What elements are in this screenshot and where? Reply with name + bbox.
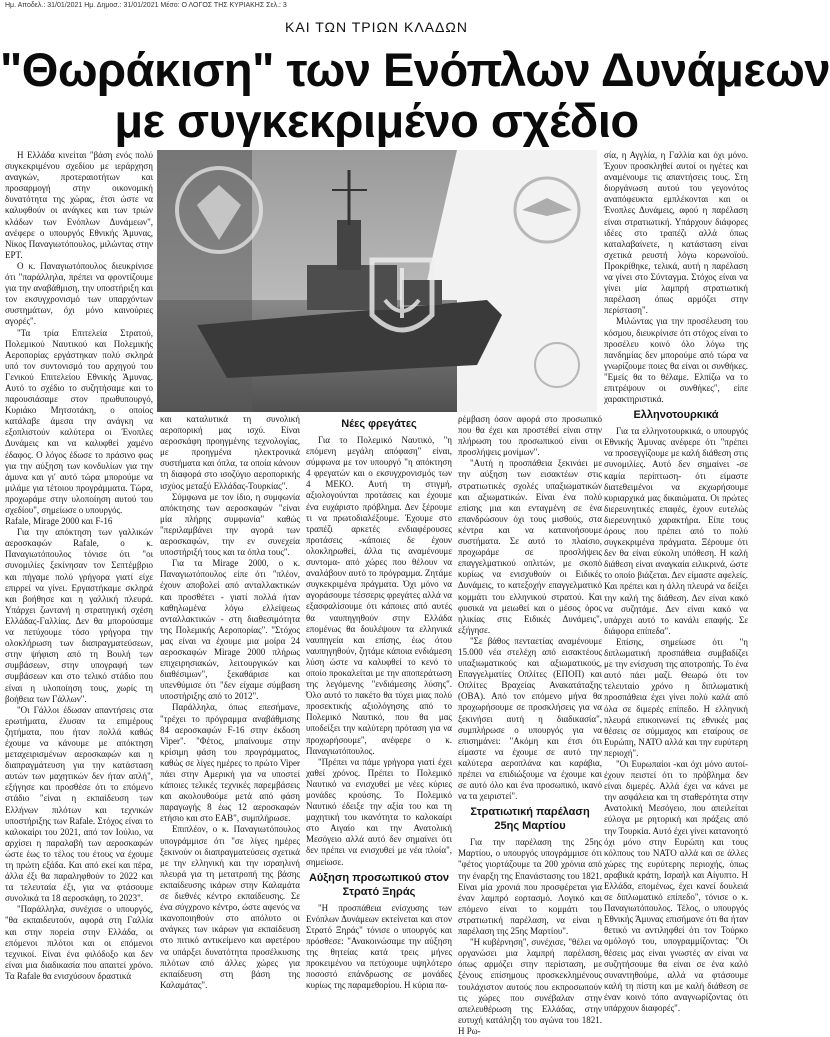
section-heading: Ελληνοτουρκικά [633, 409, 719, 422]
paragraph: "Τα τρία Επιτελεία Στρατού, Πολεμικού Ναυτικού και Πολεμικής Αεροπορίας εργάστηκαν πολύ σκληρά υπό τον συντονισμό του αρχηγού του Γενικού Επιτελείου Εθνικής Άμυνας. Αυτό το σχέδιο το συζητήσαμε και το παρουσιάσαμε στον πρωθυπουργό, Κυριάκο Μητσοτάκη, ο οποίος κατάλαβε άμεσα την ανάγκη να εξοπλιστούν καλύτερα οι Ένοπλες Δυνάμεις και να καλυφθεί χαμένο έδαφος. Ο λόγος έδωσε το πράσινο φως για την αύξηση των κονδυλίων για την άμυνα και γι' αυτό τώρα μπορούμε να μιλάμε για τέτοιου προγράμματα. Τώρα, προχωράμε στην υλοποίηση αυτού του σχεδίου", σημείωσε ο υπουργός. [5, 327, 153, 515]
paragraph: "Οι Ευρωπαίοι -και όχι μόνο αυτοί- έχουν πειστεί ότι το πρόβλημα δεν είναι διμερές. Αλλά έχει να κάνει με την ασφάλεια και τη σταθερότητα στην Ανατολική Μεσόγειο, που απειλείται εύλογα με ρητορική και πράξεις από την Τουρκία. Αυτό έχει γίνει κατανοητό όχι μόνο στην Ευρώπη και τους κόλπους του ΝΑΤΟ αλλά και σε άλλες χώρες της ευρύτερης περιοχής, όπως αραβικά κράτη, Ισραήλ και Αίγυπτο. Η Ελλάδα, επομένως, έχει κανεί δουλειά σε διπλωματικό επίπεδο", τόνισε ο κ. Παναγιωτόπουλος. Τέλος, ο υπουργός Εθνικής Άμυνας επισήμανε ότι θα ήταν θετικό να αντιληφθεί ότι τον Τούρκο ομόλογό του, υπογραμμίζοντας: "Οι θέσεις μας είναι γνωστές αν είναι να συζητήσουμε θα είναι σε ένα καλό συναντηθούμε, αλλά να φτάσουμε καλή τη πίστη και με καλή διάθεση σε έναν κοινό τόπο αναγνωρίζοντας ότι υπάρχουν διαφορές". [604, 758, 748, 1014]
warship-photo [157, 150, 597, 412]
article-column-3 [306, 414, 452, 991]
paragraph: Επιπλέον, ο κ. Παναγιωτόπουλος υπογράμμισε ότι "σε λίγες ημέρες ξεκινούν οι διαπραγματεύσεις σχετικά με την ελληνική και την ισραηλινή πλευρά για τη μετατροπή της βάσης εκπαίδευσης ικάρων στην Καλαμάτα σε διεθνές κέντρο εκπαίδευσης. Σε ένα σύγχρονο κέντρο, ώστε αφενός να ικανοποιηθούν στο απόλυτο οι ανάγκες των ικάρων για εκπαίδευση στο πιτικό αντικείμενο και αφετέρου να υπάρξει δυνατότητα προσέλκυσης πιλότων από άλλες χώρες για εκπαίδευση στη βάση της Καλαμάτας". [160, 824, 300, 990]
paragraph: "Η προσπάθεια ενίσχυσης των Ενόπλων Δυνάμεων εκτείνεται και στον Στρατό Ξηράς" τόνισε ο υπουργός και πρόσθεσε: "Ανακοινώσαμε την αύξηση της θητείας κατά τρεις μήνες προκειμένου να πετύχουμε υψηλότερο ποσοστό επάνδρωσης σε μονάδες κυρίως της παραμεθορίου. Η κύρια πα- [306, 902, 452, 991]
paragraph: "Πρέπει να πάμε γρήγορα γιατί έχει χαθεί χρόνος. Πρέπει το Πολεμικό Ναυτικό να ενισχυθεί με νέες κύριες μονάδες κρούσης. Το Πολεμικό Ναυτικό έδειξε την αξία του και τη μαχητική του ικανότητα το καλοκαίρι στο Αιγαίο και την Ανατολική Μεσόγειο αλλά αυτό δεν σημαίνει ότι δεν πρέπει να ενισχυθεί με νέα πλοία", σημείωσε. [306, 756, 452, 867]
section-heading: Στρατιωτική παρέλαση 25ης Μαρτίου [470, 806, 590, 833]
paragraph: "Παράλληλα, συνέχισε ο υπουργός, "θα εκπαιδευτούν, αφορά στη Γαλλία και στην πορεία στην Ελλάδα, οι επόμενοι πιλότοι και οι επόμενοι τεχνικοί. Είναι ένα φιλόδοξο και δεν είναι μια διαδικασία που απαιτεί χρόνο. Τα Rafale θα ενισχύσουν δραστικά [5, 904, 153, 981]
clipping-meta: Ημ. Αποδελ.: 31/01/2021 Ημ. Δημοσ.: 31/01/2021 Μέσο: Ο ΛΟΓΟΣ ΤΗΣ ΚΥΡΙΑΚΗΣ Σελ.: 3 [5, 2, 287, 9]
paragraph: "Οι Γάλλοι έδωσαν απαντήσεις στα ερωτήματα, έλυσαν τα επιμέρους ζητήματα, που ήταν πολλά καθώς έχουμε να κάνουμε με απόκτηση μεταχειρισμένων αεροσκαφών και η διαπραγμάτευση για την κατάσταση αυτών των μαχητικών δεν ήταν απλή", εξήγησε και προσθέσε ότι το επόμενο στάδιο "είναι η εκπαίδευση των Ελλήνων πιλότων και τεχνικών υποστήριξης των Rafale. Στόχος είναι το καλοκαίρι του 2021, από τον Ιούλιο, να αρχίσει η παραλαβή των αεροσκαφών ώστε έως το τέλος του έτους να έχουμε τη πρώτη εξάδα. Και από εκεί και πέρα, άλλα έξι θα παραληφθούν το 2022 και τα τελευταία έξι, για να φτάσουμε συνολικά τα 18 αεροσκάφη, το 2023". [5, 704, 153, 904]
paragraph: Για τα Mirage 2000, ο κ. Παναγιωτόπουλος είπε ότι "πλέον, έχουν αποβολεί από ανταλλακτικών και προσθέτει - γιατί πολλά ήταν καθηλωμένα λόγω ελλείψεως ανταλλακτικών - στη διαθεσιμότητα της Πολεμικής Αεροπορίας". "Στόχος μας είναι να έχουμε μια μοίρα 24 αεροσκαφών Mirage 2000 πλήρως επιχειρησιακών, λειτουργικών και διαθέσιμων", ξεκαθάρισε και υπενθύμισε ότι "δεν είχαμε σύμβαση υποστήριξης από το 2012". [160, 558, 300, 702]
paragraph: και καταλυτικά τη συνολική αεροπορική μας ισχύ. Είναι αεροσκάφη προηγμένης τεχνολογίας, με προηγμένα ηλεκτρονικά συστήματα και όπλα, τα οποία κάνουν τη διαφορά στο ισοζύγιο αεροπορικής ισχύος μεταξύ Ελλάδας-Τουρκίας". [160, 414, 300, 491]
paragraph: σία, η Αγγλία, η Γαλλία και όχι μόνο. Έχουν προσκληθεί αυτοί οι ηγέτες και αναμένουμε τις απαντήσεις τους. Στη διοργάνωση αυτού του γεγονότος αναπόφευκτα εμπλέκονται και οι Ένοπλες Δυνάμεις, αφού η παρέλαση είναι στρατιωτική. Υπάρχουν διάφορες ιδέες στο τραπέζι αλλά όπως καταλαβαίνετε, η κατάσταση είναι σχετικά ρευστή λόγω κορωνοϊού. Προκρίθηκε, τελικά, αυτή η παρέλαση να γίνει στο Σύνταγμα. Στόχος είναι να γίνει μία λαμπρή στρατιωτική παρέλαση όπως αρμόζει στην περίσταση". [604, 150, 748, 316]
article-column-4 [458, 414, 602, 1036]
paragraph: Σύμφωνα με τον ίδιο, η συμφωνία απόκτησης των αεροσκαφών "είναι μία πλήρης συμφωνία" καθώς "περιλαμβάνει την αγορά των αεροσκαφών, την εν συνεχεία υποστήριξή τους και τα όπλα τους". [160, 491, 300, 558]
paragraph: "Σε βάθος πενταετίας αναμένουμε 15.000 νέα στελέχη από εισακτέους υπαξιωματικούς και αξιωματικούς, Επαγγελματίες Οπλίτες (ΕΠΟΠ) και Οπλίτες Βραχείας Ανακατάταξης (ΟΒΑ). Από τον επόμενο μήνα θα προχωρήσουμε σε προσκλήσεις για να ξεκινήσει αυτή η διαδικασία", συμπλήρωσε ο υπουργός για να επισημάνει: "Ακόμη και έτσι ότι είμαστε να έχουμε σε αυτό την καλύτερα αεροπλάνα και καράβια, πρέπει να επιδιώξουμε να έχουμε και σε αυτό όλο και ένα προσωπικό, ικανό να τα χειριστεί". [458, 635, 602, 802]
paragraph: Για την απόκτηση των γαλλικών αεροσκαφών Rafale, ο κ. Παναγιωτόπουλος τόνισε ότι "οι συνομιλίες ξεκίνησαν τον Σεπτέμβριο και πήγαμε πολύ γρήγορα γιατί είχε επιρρεί να γίνει. Εργαστήκαμε σκληρά και βοήθησε και η γαλλική πλευρά. Υπάρχει ζωντανή η στρατηγική σχέση Ελλάδας-Γαλλίας. Δεν θα μπορούσαμε να πετύχουμε τόσο γρήγορα την ολοκλήρωση των διαπραγματεύσεων, στην ψήφιση από τη Βουλή των συμβάσεων, στην υπογραφή των συμβάσεων και στο τελικό στάδιο που είναι η υλοποίηση τους, χωρίς τη βοήθεια των Γάλλων". [5, 527, 153, 704]
article-column-5 [604, 150, 748, 1014]
headline-line-2: με συγκεκριμένο σχέδιο [114, 94, 639, 147]
article-column-2 [160, 414, 300, 990]
paragraph: Επίσης, σημείωσε ότι "η διπλωματική προσπάθεια συμβαδίζει με την ενίσχυση της αποτροπής. Το ένα αυτό πάει μαζί. Θεωρώ ότι τον τελευταίο χρόνο η διπλωματική προσπάθεια έχει γίνει πολύ καλά από όλα σε διμερές επίπεδο. Η ελληνική πλευρά επικοινωνεί τις εθνικές μας θέσεις σε σύμμαχος και εταίρους σε Ευρώπη, ΝΑΤΟ αλλά και την ευρύτερη περιοχή". [604, 636, 748, 758]
paragraph: Η Ελλάδα κινείται "βάση ενός πολύ συγκεκριμένου σχεδίου με ιεράρχηση αναγκών, προτεραιοτήτων και προσαρμογή στην οικονομική δυνατότητα της χώρας, έτσι ώστε να καλυφθούν οι ανάγκες και των τριών κλάδων των Ενόπλων Δυνάμεων", ανέφερε ο υπουργός Εθνικής Άμυνας, Νίκος Παναγιωτόπουλος, μιλώντας στην ΕΡΤ. [5, 150, 153, 260]
section-heading: Αύξηση προσωπικού στον Στρατό Ξηράς [308, 871, 450, 898]
subheading: Rafale, Mirage 2000 και F-16 [5, 516, 113, 527]
section-heading: Νέες φρεγάτες [341, 418, 417, 430]
kicker: ΚΑΙ ΤΩΝ ΤΡΙΩΝ ΚΛΑΔΩΝ [285, 19, 468, 35]
article-column-1 [5, 150, 153, 981]
paragraph: Παράλληλα, όπως επεσήμανε, "τρέχει το πρόγραμμα αναβάθμισης 84 αεροσκαφών F-16 στην έκδοση Viper". "Φέτος, μπαίνουμε στην κρίσιμη φάση του προγράμματος, καθώς σε λίγες ημέρες το πρώτο Viper πάει στην Αμερική για να υποστεί κάποιες τελικές τεχνικές παρεμβάσεις και ακολουθούμε μετά από φάση παραγωγής 8 έως 12 αεροσκαφών ετήσιο και στο ΕΑΒ", συμπλήρωσε. [160, 702, 300, 824]
paragraph: Για το Πολεμικό Ναυτικό, "η επόμενη μεγάλη απόφαση" είναι, σύμφωνα με τον υπουργό "η απόκτηση 4 φρεγατών και ο εκσυγχρονισμός των 4 ΜΕΚΟ. Αυτή τη στιγμή, αξιολογούνται προτάσεις και έχουμε ένα ευχάριστο πρόβλημα. Δεν ξέρουμε τι να πρωτοδιαλέξουμε. Έχουμε στο τραπέζι αρκετές ενδιαφέρουσες προτάσεις -κάποιες δε έχουν ολοκληρωθεί, άλλα τις αναμένουμε συντομα- από χώρες που θέλουν να αναλάβουν αυτό το πρόγραμμα. Ζητάμε συγκεκριμένα πράγματα. Όχι μόνο να αγοράσουμε τέσσερις φρεγάτες αλλά να εξασφαλίσουμε ότι κάποιες από αυτές θα ναυπηγηθούν στην Ελλάδα επομένως θα δουλέψουν τα ελληνικά ναυπηγεία και επίσης, έως ότου ναυπηγηθούν, ζητάμε κάποια ενδιάμεση λύση ώστε να καλυφθεί το κενό το οποίο προκαλείται με την αποπεράτωση της λεγόμενης "ενδιάμεσης λύσης". Όλο αυτό το πακέτο θα τύχει μιας πολύ προσεκτικής αξιολόγησης από το Πολεμικό Ναυτικό, που θα μας υποδείξει την καλύτερη πρόταση για να προχωρήσουμε", ανέφερε ο κ. Παναγιωτόπουλος. [306, 435, 452, 756]
paragraph: Για την παρέλαση της 25ης Μαρτίου, ο υπουργός υπογράμμισε ότι "φέτος γιορτάζουμε τα 200 χρόνια από την έναρξη της Επανάστασης του 1821. Είναι μία χρονιά που προσφέρεται για έναν λαμπρό εορτασμό. Λογικό και επόμενο είναι το κομμάτι του στρατιωτική παρέλαση, να είναι η παρέλαση της 25ης Μαρτίου". [458, 837, 602, 937]
paragraph: Μιλώντας για την προσέλευση του κόσμου, διευκρίνισε ότι στόχος είναι το προσέλευ κοινό όλο λόγω της πανδημίας δεν μπορούμε από τώρα να γνωρίζουμε ποιες θα είναι οι συνθήκες. "Εμείς θα το θέλαμε. Ελπίζω να το επιτρέψουν οι συνθήκες", είπε χαρακτηριστικά. [604, 316, 748, 405]
headline-line-1: "Θωράκιση" των Ενόπλων Δυνάμεων [0, 43, 830, 96]
paragraph: Για τα ελληνοτουρκικά, ο υπουργός Εθνικής Άμυνας ανέφερε ότι "πρέπει να προσεγγίζουμε με καλή διάθεση στις συνομιλίες. Αυτό δεν σημαίνει -σε καμία περίπτωση- ότι είμαστε διατεθειμένοι να εκχωρήσουμε κυριαρχικά μας δικαιώματα. Οι πρώτες διερευνητικές επαφές, έχουν ευτελώς διερευνητικό χαρακτήρα. Είπε τους όρους που πρέπει από το πολύ συγκεκριμένα πράγματα. Ξέρουμε ότι δεν θα είναι εύκολη υπόθεση. Η καλή διάθεση είναι αναγκαία ειλικρινά, ώστε το οποίο βιάζεται. Δεν είμαστε αφελείς. Και πρέπει και η άλλη πλευρά να δείξει την καλή της διάθεση. Δεν είναι κακό να συζητάμε. Δεν είναι κακό να υπάρχει αυτό το κανάλι επαφής. Σε διάφορα επίπεδα". [604, 426, 748, 636]
paragraph: "Η κυβέρνηση", συνέχισε, "θέλει να οργανώσει μια λαμπρή παρέλαση, όπως αρμόζει στην περίσταση, με ξένους επίσημους προσκεκλημένους τουλάχιστον αυτούς που εκπροσωπούν τις χώρες που συνέβαλαν στην απελευθέρωση της Ελλάδας, στην ευτυχή κατάληξη του αγώνα του 1821. Η Ρω- [458, 937, 602, 1036]
paragraph: "Αυτή η προσπάθεια ξεκινάει με την αύξηση των εισακτέων στις στρατιωτικές σχολές υπαξιωματικών και αξιωματικών. Είναι ένα πολύ επίσης μια και ενταγμένη σε ένα επανδρώσουν όχι τους μισθούς, στα κέντρα και να κατανοήσουμε συστήματα. Σε αυτό το πλαίσιο, προχωράμε σε προσλήψεις επαγγελματικού οπλιτών, με σκοπό κυρίως να ενισχυθούν οι Ειδικές Δυνάμεις, το κατεξοχήν επαγγελματικό κομμάτι του ελληνικού στρατού. Και φυσικά να μειωθεί και ο μέσος όρος ηλικίας στις Ειδικές Δυνάμεις", εξήγησε. [458, 458, 602, 635]
paragraph: ρέμβαση όσον αφορά στο προσωπικό που θα έχει και προστέθεί είναι στην πλήρωση του προσωπικού είναι οι προσλήψεις μονίμων". [458, 414, 602, 458]
paragraph: Ο κ. Παναγιωτόπουλος διευκρίνισε ότι "παράλληλα, πρέπει να φροντίζουμε για την αναβάθμιση, την υποστήριξη και τον εκσυγχρονισμό των υπαρχόντων συστημάτων, όχι μόνο καινούριες αγορές". [5, 260, 153, 327]
